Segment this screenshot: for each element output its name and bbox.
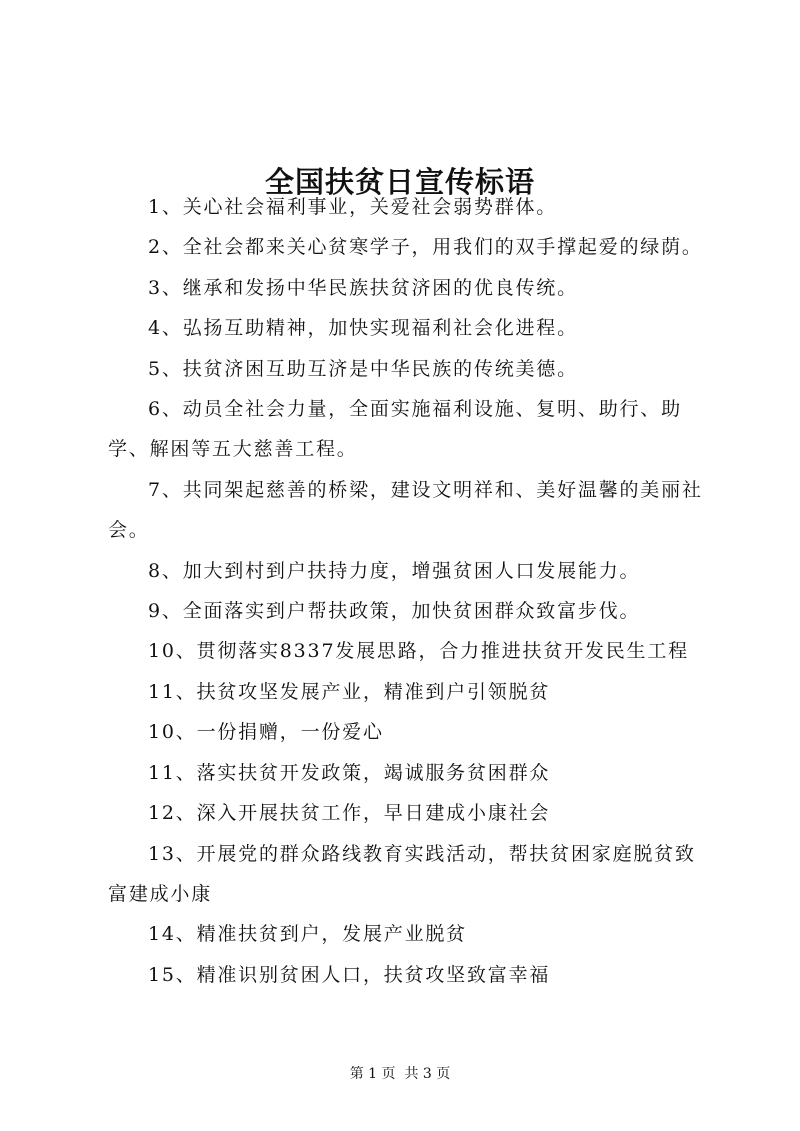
slogan-paragraph-6: 6、动员全社会力量，全面实施福利设施、复明、助行、助学、解困等五大慈善工程。 — [108, 398, 682, 461]
slogan-paragraph-8: 8、加大到村到户扶持力度，增强贫困人口发展能力。 — [148, 559, 641, 582]
slogan-paragraph-15: 13、开展党的群众路线教育实践活动，帮扶贫困家庭脱贫致富建成小康 — [108, 842, 696, 905]
slogan-paragraph-7: 7、共同架起慈善的桥梁，建设文明祥和、美好温馨的美丽社会。 — [108, 478, 703, 542]
page-footer — [0, 1064, 800, 1084]
document-title: 全国扶贫日宣传标语 — [264, 165, 535, 200]
slogan-paragraph-12: 10、一份捐赠，一份爱心 — [148, 721, 384, 744]
slogan-paragraph-10: 10、贯彻落实8337发展思路，合力推进扶贫开发民生工程 — [148, 640, 689, 663]
page-total: 共 3 页 — [404, 1066, 451, 1082]
slogan-paragraph-14: 12、深入开展扶贫工作，早日建成小康社会 — [148, 802, 551, 825]
slogan-paragraph-3: 3、继承和发扬中华民族扶贫济困的优良传统。 — [148, 276, 578, 299]
document-body — [108, 187, 712, 995]
slogan-paragraph-9: 9、全面落实到户帮扶政策，加快贫困群众致富步伐。 — [148, 600, 641, 623]
slogan-paragraph-4: 4、弘扬互助精神，加快实现福利社会化进程。 — [148, 317, 578, 340]
slogan-paragraph-11: 11、扶贫攻坚发展产业，精准到户引领脱贫 — [148, 680, 551, 703]
slogan-paragraph-2: 2、全社会都来关心贫寒学子，用我们的双手撑起爱的绿荫。 — [148, 236, 703, 259]
slogan-paragraph-5: 5、扶贫济困互助互济是中华民族的传统美德。 — [148, 357, 578, 380]
slogan-paragraph-1: 1、关心社会福利事业，关爱社会弱势群体。 — [148, 196, 558, 218]
slogan-paragraph-16: 14、精准扶贫到户，发展产业脱贫 — [148, 923, 467, 946]
slogan-paragraph-17: 15、精准识别贫困人口，扶贫攻坚致富幸福 — [148, 963, 551, 986]
slogan-paragraph-13: 11、落实扶贫开发政策，竭诚服务贫困群众 — [148, 761, 551, 784]
page-number: 第 1 页 — [349, 1066, 396, 1082]
